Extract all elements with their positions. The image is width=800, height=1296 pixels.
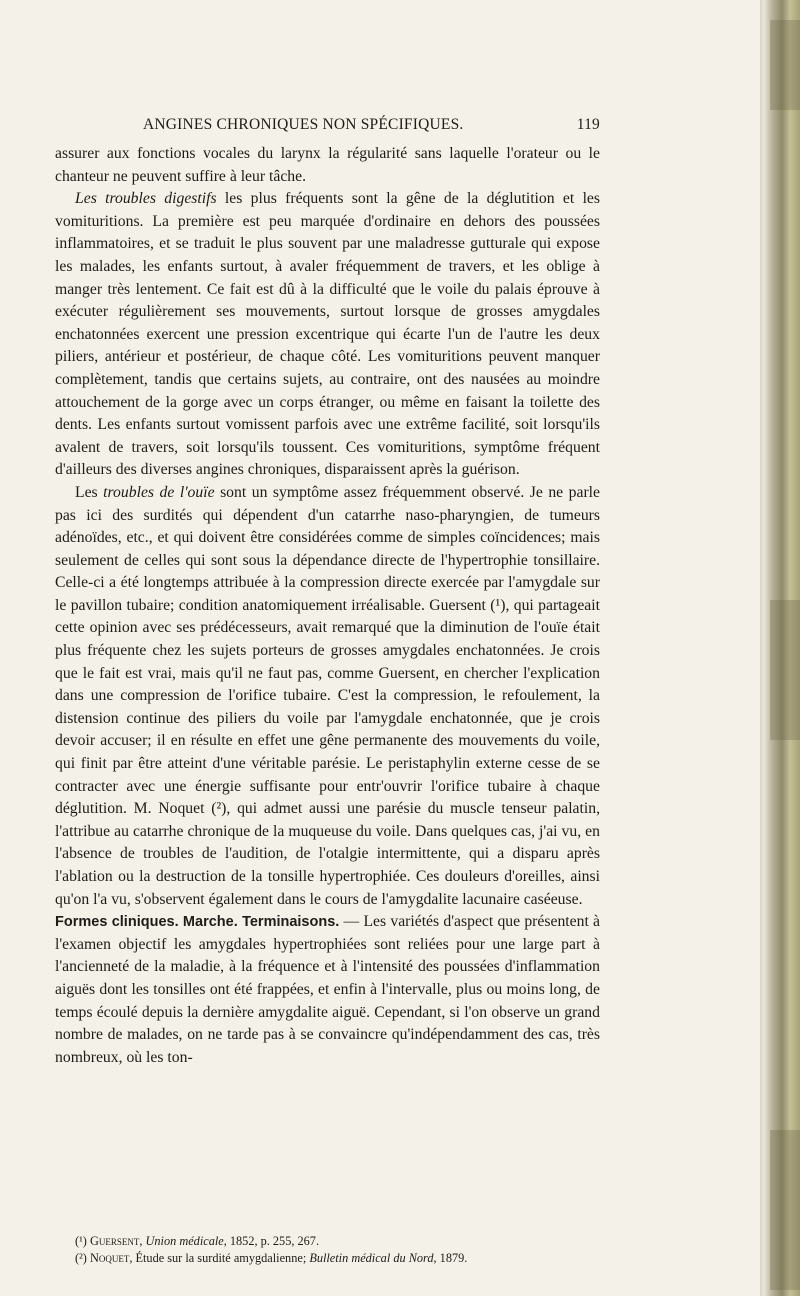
footnote-1: (¹) Guersent, Union médicale, 1852, p. 255, 267. (75, 1234, 320, 1248)
footnote-ref-1[interactable]: (¹) (490, 596, 506, 614)
running-header (143, 116, 600, 140)
body-text (55, 143, 600, 1069)
edge-band (770, 600, 800, 740)
edge-band (770, 20, 800, 110)
paragraph-continuation: assurer aux fonctions vocales du larynx la régularité sans laquelle l'orateur ou le chanteur ne peuvent suffire à leur tâche. (55, 145, 600, 185)
book-edge-shadow (760, 0, 800, 1296)
footnote-ref-2[interactable]: (²) (211, 800, 227, 818)
running-title: ANGINES CHRONIQUES NON SPÉCIFIQUES. (143, 116, 464, 133)
paragraph-hearing-troubles: Les troubles de l'ouïe sont un symptôme assez fréquemment observé. Je ne parle pas ici des surdités qui dépendent d'un catarrhe naso-pharyngien, de tumeurs adénoïdes, etc., et qui doivent être considérées comme de simples coïncidences; mais seulement de celles qui sont sous la dépendance directe de l'hypertrophie tonsillaire. Celle-ci a été longtemps attribuée à la compression directe exercée par l'amygdale sur le pavillon tubaire; condition anatomiquement irréalisable. Guersent (¹), qui partageait cette opinion avec ses prédécesseurs, avait remarqué que la diminution de l'ouïe était plus fréquente chez les sujets porteurs de grosses amygdales enchatonnées. Je crois que le fait est vrai, mais qu'il ne faut pas, comme Guersent, en chercher l'explication dans une compression de l'orifice tubaire. C'est la compression, le refoulement, la distension continue des piliers du voile par l'amygdale enchatonnée, que je crois devoir accuser; il en résulte en effet une gêne permanente des mouvements du voile, qui finit par être atteint d'une véritable parésie. Le peristaphylin externe cesse de se contracter avec une énergie suffisante pour entr'ouvrir l'orifice tubaire à chaque déglutition. M. Noquet (²), qui admet aussi une parésie du muscle tenseur palatin, l'attribue au catarrhe chronique de la muqueuse du voile. Dans quelques cas, j'ai vu, en l'absence de troubles de l'audition, de l'otalgie intermittente, qui a disparu après l'ablation ou la destruction de la tonsille hypertrophiée. Ces douleurs d'oreilles, ainsi qu'on l'a vu, s'observent également dans le cours de l'amygdalite lacunaire caséeuse. (55, 483, 600, 908)
footnotes (55, 1233, 600, 1266)
footnote-2: (²) Noquet, Étude sur la surdité amygdalienne; Bulletin médical du Nord, 1879. (75, 1250, 468, 1265)
edge-band (770, 1130, 800, 1290)
paragraph-clinical-forms: Formes cliniques. Marche. Terminaisons. — Les variétés d'aspect que présentent à l'examen objectif les amygdales hypertrophiées sont reliées pour une large part à l'ancienneté de la maladie, à la fréquence et à l'intensité des poussées d'inflammation aiguës dont les tonsilles ont été frappées, et enfin à l'intervalle, plus ou moins long, de temps écoulé depuis la dernière amygdalite aiguë. Cependant, si l'on observe un grand nombre de malades, on ne tarde pas à se convaincre qu'indépendamment des cas, très nombreux, où les ton- (55, 913, 601, 1066)
section-heading: Formes cliniques. Marche. Terminaisons. (55, 914, 340, 931)
paragraph-digestive-troubles: Les troubles digestifs les plus fréquents sont la gêne de la déglutition et les vomituritions. La première est peu marquée d'ordinaire en dehors des poussées inflammatoires, et se traduit le plus souvent par une maladresse gutturale qui expose les malades, les enfants surtout, à avaler fréquemment de travers, et les oblige à manger très lentement. Ce fait est dû à la difficulté que le voile du palais éprouve à exécuter régulièrement ses mouvements, surtout lorsque de grosses amygdales enchatonnées exercent une pression excentrique qui écarte l'un de l'autre les deux piliers, antérieur et postérieur, de chaque côté. Les vomituritions peuvent manquer complètement, tandis que certains sujets, au contraire, ont des nausées au moindre attouchement de la gorge avec un corps étranger, ou même en faisant la toilette des dents. Les enfants surtout vomissent parfois avec une extrême facilité, soit lorsqu'ils avalent de travers, soit lorsqu'ils toussent. Ces vomituritions, symptôme fréquent d'ailleurs des diverses angines chroniques, disparaissent après la guérison. (55, 190, 600, 479)
italic-term: Les troubles digestifs (75, 190, 217, 208)
page-number: 119 (576, 116, 600, 133)
italic-term: troubles de l'ouïe (103, 483, 215, 501)
